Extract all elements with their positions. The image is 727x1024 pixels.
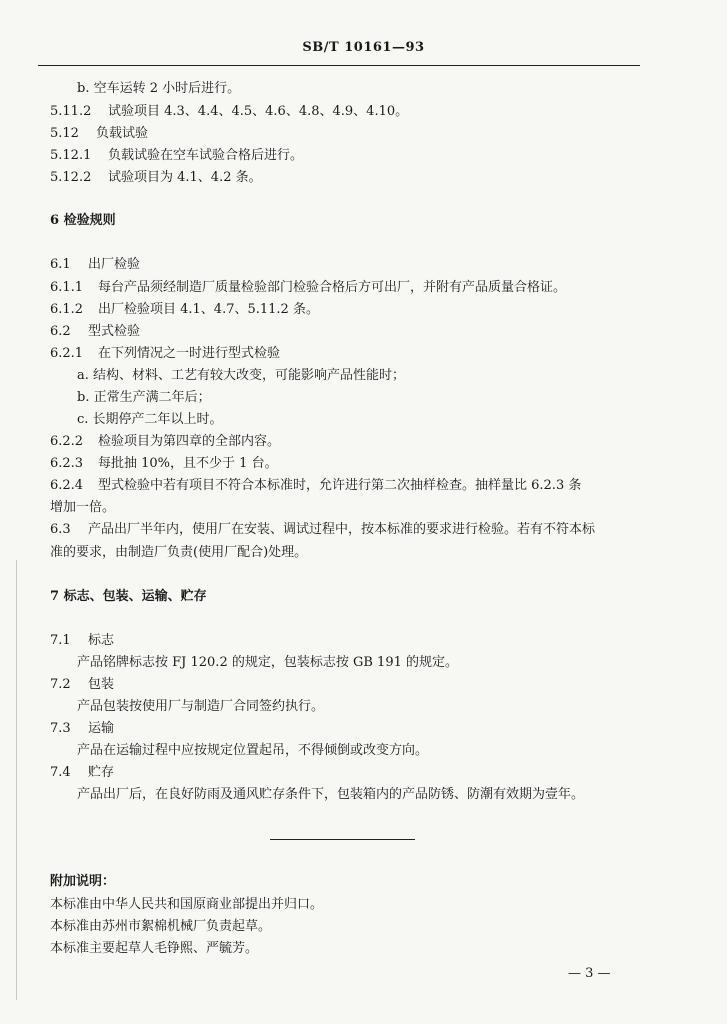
- clause-line: [50, 302, 319, 318]
- text-line: a. 结构、材料、工艺有较大改变，可能影响产品性能时；: [77, 368, 406, 383]
- clause-text: 负载试验: [96, 126, 149, 141]
- clause-text: 标志: [88, 633, 115, 648]
- text-line: 增加一倍。: [50, 500, 116, 515]
- clause-line: [50, 126, 148, 142]
- clause-text: 出厂检验: [88, 257, 141, 272]
- clause-line: [50, 434, 280, 450]
- clause-number: 6.1.1: [50, 280, 84, 295]
- clause-text: 产品出厂半年内，使用厂在安装、调试过程中，按本标准的要求进行检验。若有不符本标: [88, 522, 596, 537]
- clause-text: 每批抽 10%，且不少于 1 台。: [98, 456, 278, 471]
- clause-line: [50, 346, 280, 362]
- clause-number: 6.2: [50, 324, 71, 339]
- clause-text: 包装: [88, 677, 115, 692]
- clause-text: 试验项目为 4.1、4.2 条。: [108, 170, 262, 185]
- clause-line: [50, 677, 114, 693]
- clause-text: 试验项目 4.3、4.4、4.5、4.6、4.8、4.9、4.10。: [108, 104, 409, 119]
- clause-number: 5.11.2: [50, 104, 92, 119]
- clause-line: [50, 633, 114, 649]
- clause-number: 7.3: [50, 721, 71, 736]
- section-6-heading: 6 检验规则: [50, 213, 116, 228]
- clause-number: 6.2.2: [50, 434, 84, 449]
- clause-line: [50, 721, 114, 737]
- clause-number: 5.12: [50, 126, 79, 141]
- clause-line: [50, 765, 114, 781]
- text-line: 产品在运输过程中应按规定位置起吊，不得倾倒或改变方向。: [77, 743, 429, 758]
- clause-number: 5.12.1: [50, 148, 92, 163]
- clause-number: 6.2.1: [50, 346, 84, 361]
- clause-text: 型式检验: [88, 324, 141, 339]
- end-rule: [270, 839, 415, 840]
- clause-number: 6.2.3: [50, 456, 84, 471]
- clause-number: 5.12.2: [50, 170, 92, 185]
- clause-line: [50, 170, 262, 186]
- clause-number: 6.3: [50, 522, 71, 537]
- clause-line: [50, 324, 140, 340]
- standard-code-header: SB/T 10161—93: [302, 40, 425, 55]
- clause-text: 每台产品须经制造厂质量检验部门检验合格后方可出厂，并附有产品质量合格证。: [98, 280, 567, 295]
- clause-line: [50, 280, 566, 296]
- clause-text: 运输: [88, 721, 115, 736]
- clause-text: 贮存: [88, 765, 115, 780]
- page-number: — 3 —: [568, 966, 611, 981]
- notes-line: 本标准由中华人民共和国原商业部提出并归口。: [50, 897, 324, 912]
- text-line: 产品出厂后，在良好防雨及通风贮存条件下，包装箱内的产品防锈、防潮有效期为壹年。: [77, 787, 585, 802]
- notes-line: 本标准主要起草人毛铮熙、严毓芳。: [50, 941, 259, 956]
- section-7-heading: 7 标志、包装、运输、贮存: [50, 589, 207, 604]
- header-rule: [38, 65, 640, 66]
- clause-text: 型式检验中若有项目不符合本标准时，允许进行第二次抽样检查。抽样量比 6.2.3 条: [98, 478, 582, 493]
- clause-line: [50, 257, 140, 273]
- notes-title: 附加说明：: [50, 874, 116, 889]
- clause-line: [50, 456, 278, 472]
- clause-number: 7.1: [50, 633, 71, 648]
- notes-line: 本标准由苏州市絮棉机械厂负责起草。: [50, 919, 272, 934]
- clause-number: 6.1: [50, 257, 71, 272]
- text-line: c. 长期停产二年以上时。: [77, 412, 223, 427]
- clause-text: 负载试验在空车试验合格后进行。: [108, 148, 304, 163]
- clause-line: [50, 148, 303, 164]
- text-line: 准的要求，由制造厂负责(使用厂配合)处理。: [50, 545, 308, 560]
- clause-line: [50, 522, 595, 538]
- scan-edge-line: [16, 560, 17, 1000]
- text-line: 产品铭牌标志按 FJ 120.2 的规定，包装标志按 GB 191 的规定。: [77, 655, 458, 670]
- clause-number: 7.2: [50, 677, 71, 692]
- clause-line: [50, 478, 581, 494]
- clause-text: 出厂检验项目 4.1、4.7、5.11.2 条。: [98, 302, 319, 317]
- clause-text: 检验项目为第四章的全部内容。: [98, 434, 281, 449]
- clause-number: 6.1.2: [50, 302, 84, 317]
- clause-text: 在下列情况之一时进行型式检验: [98, 346, 281, 361]
- clause-number: 6.2.4: [50, 478, 84, 493]
- clause-line: [50, 104, 408, 120]
- clause-number: 7.4: [50, 765, 71, 780]
- text-line: b. 正常生产满二年后；: [77, 390, 211, 405]
- text-line: b. 空车运转 2 小时后进行。: [77, 81, 241, 96]
- text-line: 产品包装按使用厂与制造厂合同签约执行。: [77, 699, 325, 714]
